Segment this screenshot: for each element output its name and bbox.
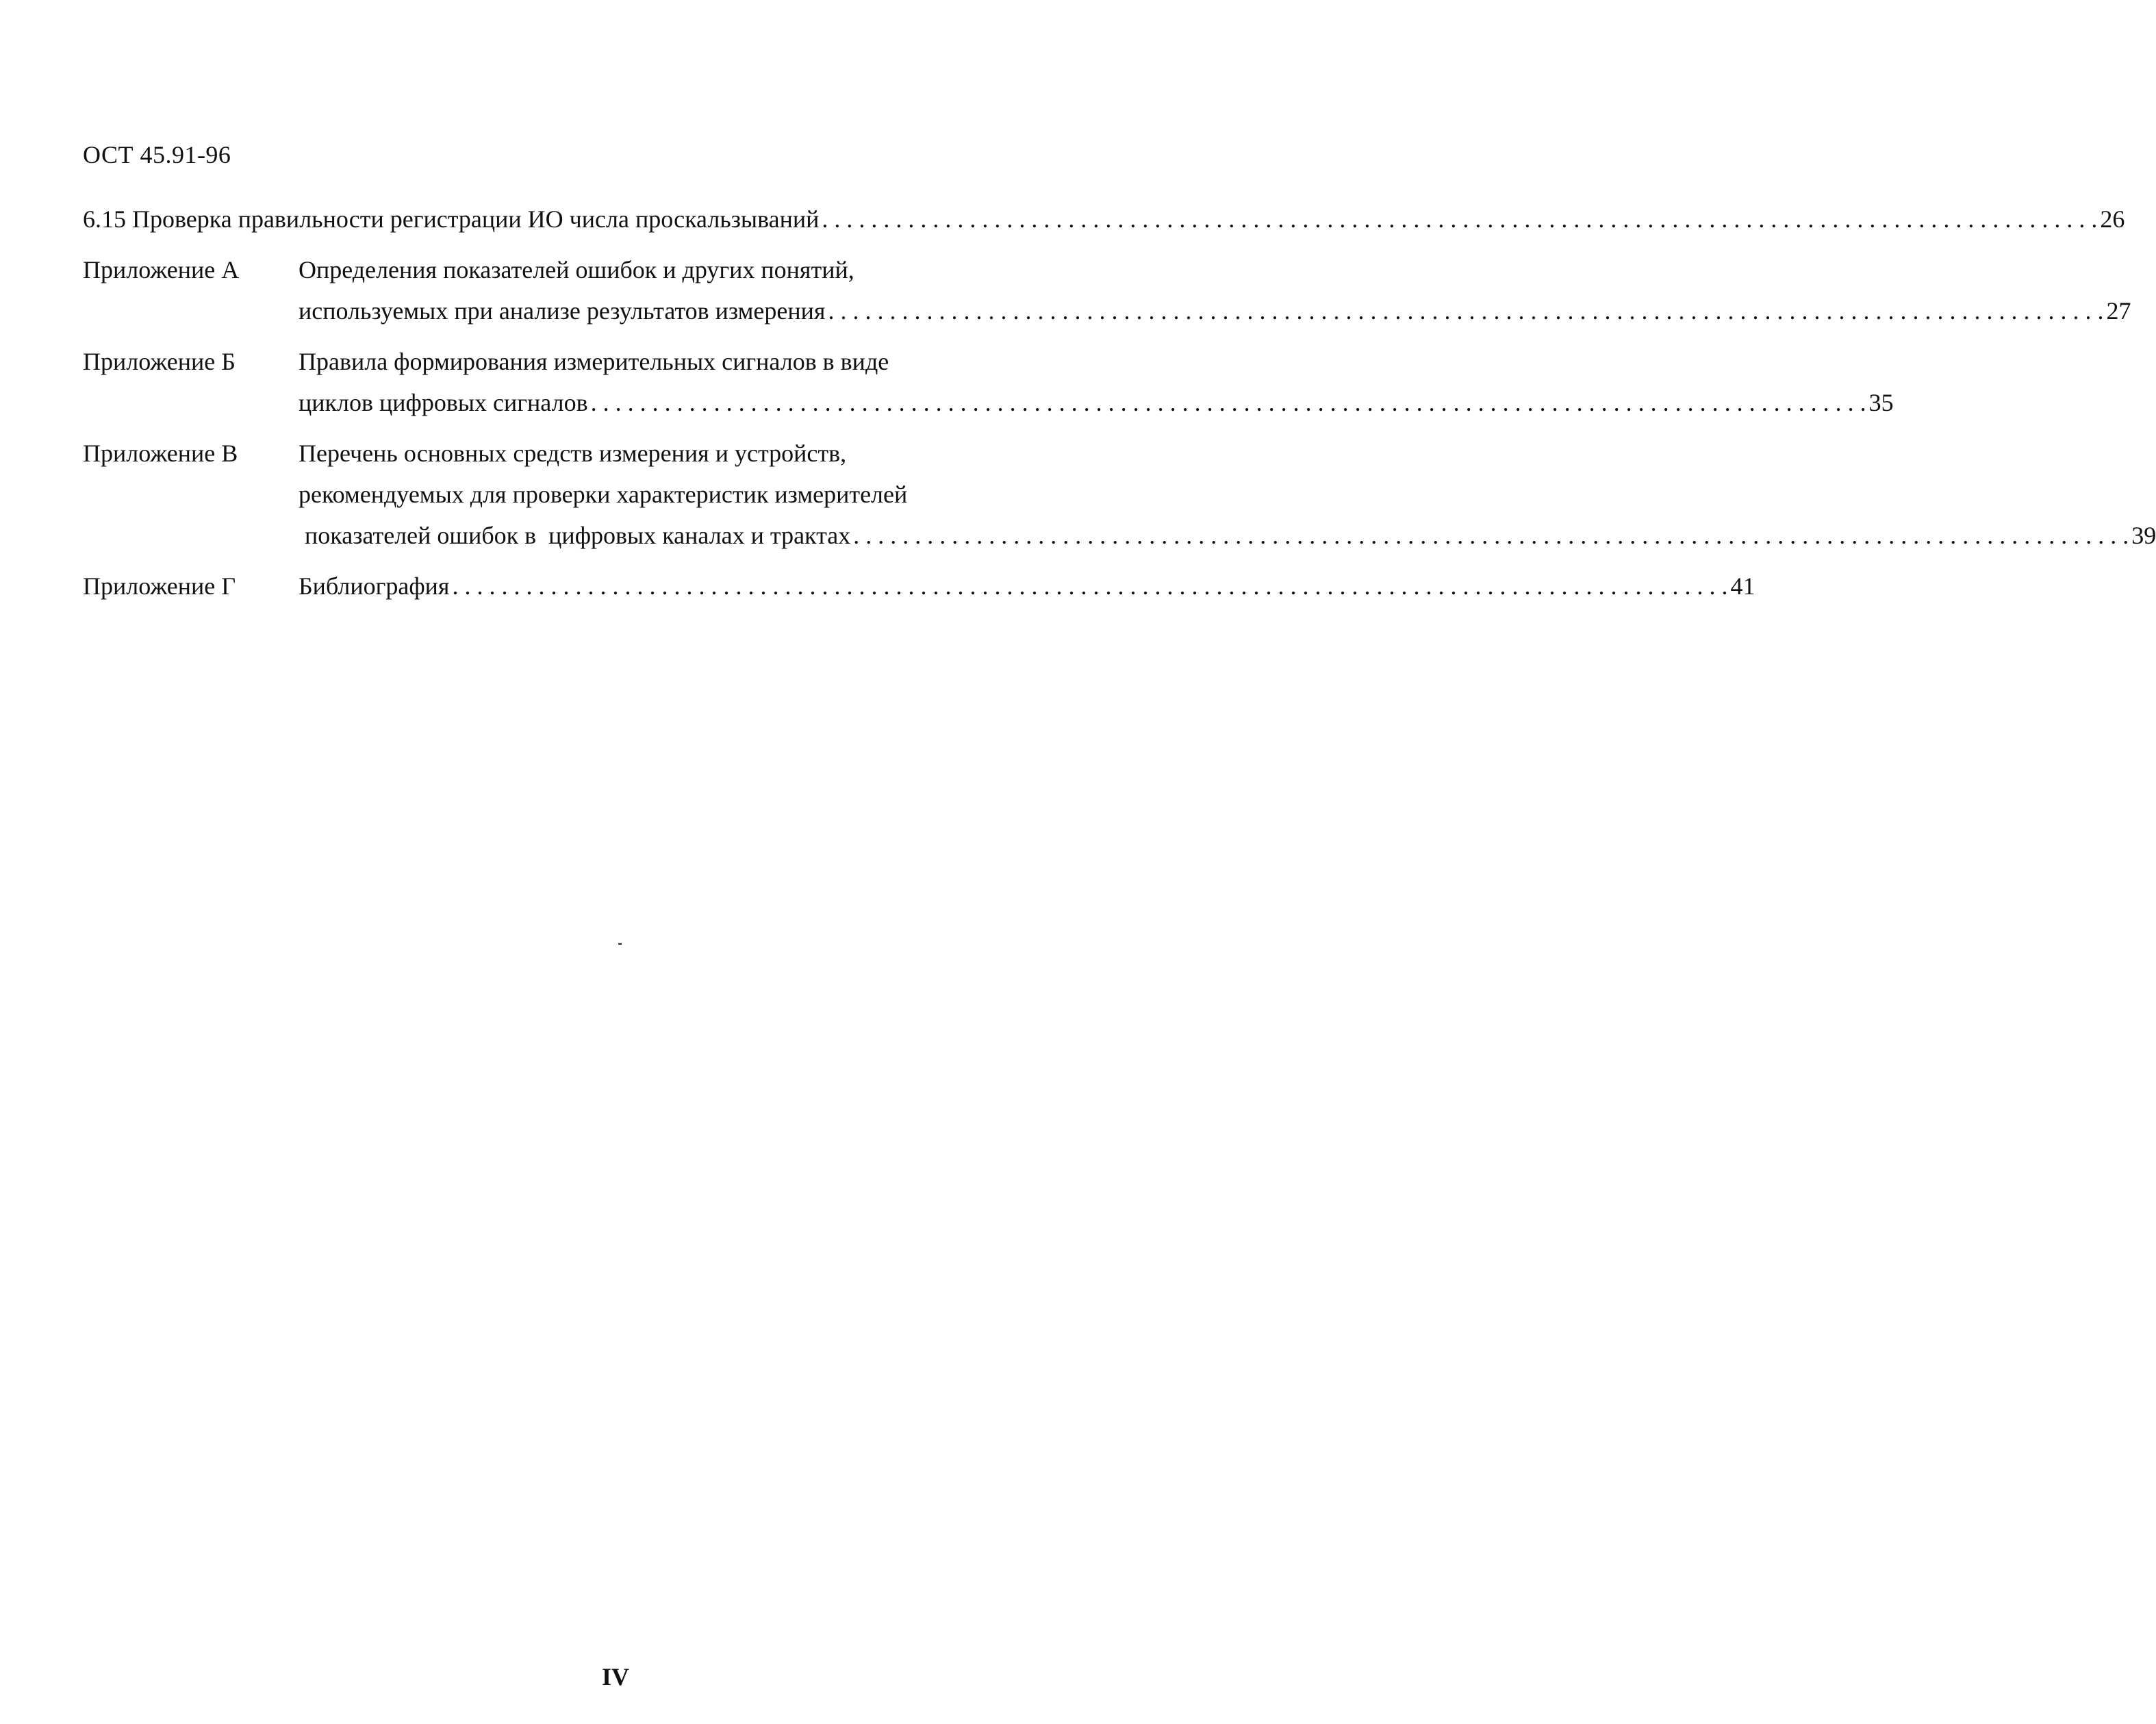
appendix-line-text: Перечень основных средств измерения и устройств, — [299, 440, 847, 467]
appendix-line-text: рекомендуемых для проверки характеристик измерителей — [299, 481, 908, 508]
appendix-line — [299, 474, 2156, 515]
toc-appendix-g — [83, 566, 1755, 607]
appendix-body — [299, 433, 2156, 556]
appendix-line-last — [299, 382, 1894, 423]
appendix-line — [299, 433, 2156, 474]
dot-leader — [828, 290, 2103, 331]
toc-appendix-v — [83, 433, 2156, 556]
page-number: IV — [601, 1663, 629, 1690]
appendix-line-text: показателей ошибок в цифровых каналах и трактах — [299, 522, 851, 549]
toc-appendix-a — [83, 249, 2131, 331]
appendix-line — [299, 341, 1894, 382]
appendix-body — [299, 341, 1894, 423]
appendix-line-text: циклов цифровых сигналов — [299, 389, 588, 416]
appendix-label: Приложение Б — [83, 348, 236, 375]
document-code: ОСТ 45.91-96 — [83, 141, 231, 168]
appendix-line-text: используемых при анализе результатов измерения — [299, 297, 826, 325]
appendix-line-last — [299, 290, 2131, 331]
toc-appendix-b — [83, 341, 1894, 423]
appendix-label: Приложение В — [83, 440, 238, 467]
appendix-body — [299, 249, 2131, 331]
dot-leader — [822, 199, 2097, 240]
appendix-line-text: Определения показателей ошибок и других понятий, — [299, 256, 854, 283]
toc-entry-text: 6.15 Проверка правильности регистрации ИО числа проскальзываний — [83, 205, 820, 233]
appendix-label: Приложение Г — [83, 572, 236, 600]
dot-leader — [452, 566, 1727, 607]
scan-speck — [618, 943, 622, 945]
appendix-body — [299, 566, 1755, 607]
dot-leader — [853, 515, 2129, 556]
appendix-line — [299, 249, 2131, 290]
table-of-contents — [83, 199, 2156, 607]
toc-entry-6-15 — [83, 199, 2125, 240]
appendix-label: Приложение А — [83, 256, 240, 283]
appendix-line-text: Правила формирования измерительных сигналов в виде — [299, 348, 889, 375]
appendix-page: 39 — [2131, 522, 2156, 549]
appendix-line-text: Библиография — [299, 572, 450, 600]
appendix-page: 41 — [1730, 572, 1755, 600]
toc-entry-page: 26 — [2100, 205, 2125, 233]
appendix-page: 35 — [1868, 389, 1894, 416]
dot-leader — [591, 382, 1866, 423]
appendix-line-last — [299, 515, 2156, 556]
appendix-line-last — [299, 566, 1755, 607]
appendix-page: 27 — [2106, 297, 2131, 325]
